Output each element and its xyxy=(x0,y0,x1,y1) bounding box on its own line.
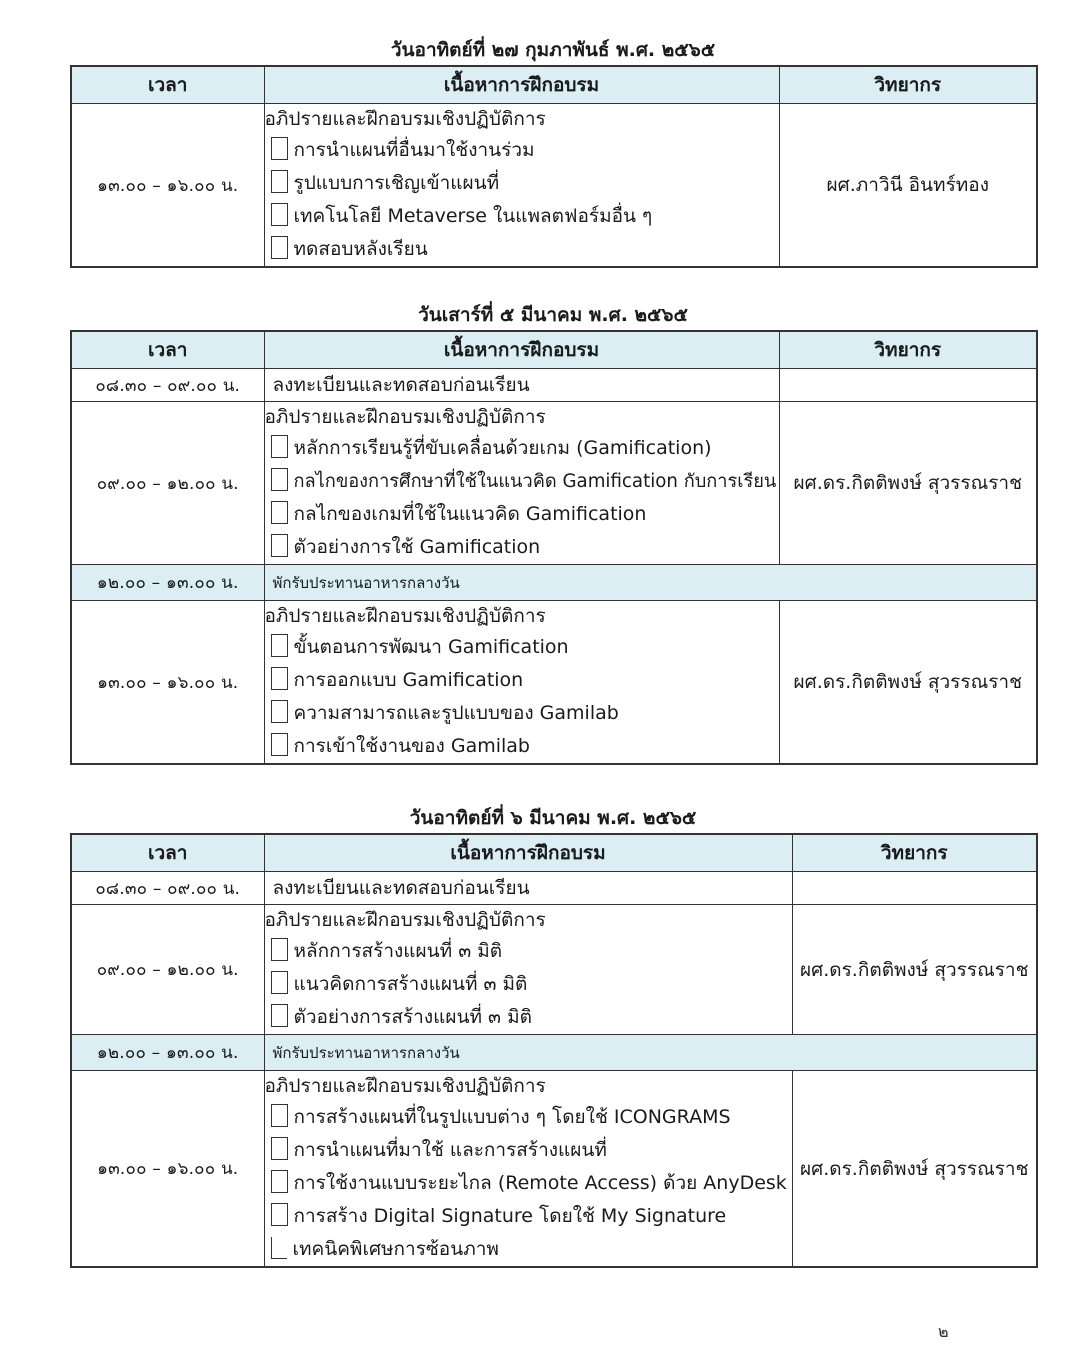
header-content: เนื้อหาการฝึกอบรม xyxy=(264,66,779,104)
session-time: ๐๘.๓๐ – ๐๙.๐๐ น. xyxy=(71,872,264,905)
list-item: แนวคิดการสร้างแผนที่ ๓ มิติ xyxy=(265,968,792,1001)
list-item: การเข้าใช้งานของ Gamilab xyxy=(265,730,779,763)
break-label: พักรับประทานอาหารกลางวัน xyxy=(264,1035,1037,1071)
list-item: การนำแผนที่มาใช้ และการสร้างแผนที่ xyxy=(265,1134,792,1167)
session-instructor: ผศ.ดร.กิตติพงษ์ สุวรรณราช xyxy=(792,905,1037,1035)
session-content xyxy=(264,905,792,1035)
session-instructor xyxy=(779,369,1037,402)
list-item: ความสามารถและรูปแบบของ Gamilab xyxy=(265,697,779,730)
session-row xyxy=(71,369,1037,402)
session-instructor: ผศ.ดร.กิตติพงษ์ สุวรรณราช xyxy=(779,402,1037,565)
checkbox-icon xyxy=(271,700,288,723)
checkbox-icon xyxy=(271,1203,288,1226)
list-item: เทคโนโลยี Metaverse ในแพลตฟอร์มอื่น ๆ xyxy=(265,200,779,233)
header-row xyxy=(71,834,1037,872)
session-time: ๑๓.๐๐ – ๑๖.๐๐ น. xyxy=(71,601,264,765)
list-item: ขั้นตอนการพัฒนา Gamification xyxy=(265,631,779,664)
session-content xyxy=(264,402,779,565)
header-instructor: วิทยากร xyxy=(792,834,1037,872)
list-item: ทดสอบหลังเรียน xyxy=(265,233,779,266)
header-content: เนื้อหาการฝึกอบรม xyxy=(264,834,792,872)
header-time: เวลา xyxy=(71,834,264,872)
schedule-table xyxy=(70,833,1038,1268)
list-item: การสร้างแผนที่ในรูปแบบต่าง ๆ โดยใช้ ICONGRAMS xyxy=(265,1101,792,1134)
session-instructor: ผศ.ดร.กิตติพงษ์ สุวรรณราช xyxy=(792,1071,1037,1268)
checkbox-icon xyxy=(271,170,288,193)
session-time: ๐๘.๓๐ – ๐๙.๐๐ น. xyxy=(71,369,264,402)
session-heading: อภิปรายและฝึกอบรมเชิงปฏิบัติการ xyxy=(264,909,546,931)
checkbox-icon xyxy=(271,236,288,259)
checkbox-icon xyxy=(271,137,288,160)
list-item: กลไกของการศึกษาที่ใช้ในแนวคิด Gamification กับการเรียน xyxy=(265,465,779,498)
list-item: กลไกของเกมที่ใช้ในแนวคิด Gamification xyxy=(265,498,779,531)
list-item: หลักการสร้างแผนที่ ๓ มิติ xyxy=(265,935,792,968)
break-row xyxy=(71,565,1037,601)
header-time: เวลา xyxy=(71,331,264,369)
day-section-3 xyxy=(70,803,1036,1268)
checkbox-icon xyxy=(271,1004,288,1027)
header-content: เนื้อหาการฝึกอบรม xyxy=(264,331,779,369)
session-time: ๑๒.๐๐ – ๑๓.๐๐ น. xyxy=(71,565,264,601)
list-item: การใช้งานแบบระยะไกล (Remote Access) ด้วย AnyDesk xyxy=(265,1167,792,1200)
day-title: วันอาทิตย์ที่ ๒๗ กุมภาพันธ์ พ.ศ. ๒๕๖๕ xyxy=(390,39,716,61)
session-content xyxy=(264,601,779,765)
session-row xyxy=(71,872,1037,905)
session-time: ๑๓.๐๐ – ๑๖.๐๐ น. xyxy=(71,104,264,268)
session-instructor: ผศ.ภาวินี อินทร์ทอง xyxy=(779,104,1037,268)
day-title: วันอาทิตย์ที่ ๖ มีนาคม พ.ศ. ๒๕๖๕ xyxy=(409,807,697,829)
session-heading: อภิปรายและฝึกอบรมเชิงปฏิบัติการ xyxy=(264,406,546,428)
session-time: ๑๒.๐๐ – ๑๓.๐๐ น. xyxy=(71,1035,264,1071)
session-row xyxy=(71,402,1037,565)
session-row xyxy=(71,104,1037,268)
checkbox-icon xyxy=(271,1137,288,1160)
session-content: ลงทะเบียนและทดสอบก่อนเรียน xyxy=(264,369,779,402)
list-item: การออกแบบ Gamification xyxy=(265,664,779,697)
day-section-2 xyxy=(70,300,1036,765)
checkbox-icon xyxy=(271,501,288,524)
break-label: พักรับประทานอาหารกลางวัน xyxy=(264,565,1037,601)
list-item: การสร้าง Digital Signature โดยใช้ My Signature xyxy=(265,1200,792,1233)
list-item: หลักการเรียนรู้ที่ขับเคลื่อนด้วยเกม (Gamification) xyxy=(265,432,779,465)
session-row xyxy=(71,905,1037,1035)
checkbox-icon xyxy=(271,435,288,458)
session-instructor: ผศ.ดร.กิตติพงษ์ สุวรรณราช xyxy=(779,601,1037,765)
day-title: วันเสาร์ที่ ๕ มีนาคม พ.ศ. ๒๕๖๕ xyxy=(418,304,688,326)
header-time: เวลา xyxy=(71,66,264,104)
checkbox-icon xyxy=(271,1170,288,1193)
checkbox-icon xyxy=(271,634,288,657)
checkbox-icon xyxy=(271,1237,287,1259)
schedule-table xyxy=(70,330,1038,765)
session-row xyxy=(71,1071,1037,1268)
header-row xyxy=(71,66,1037,104)
page-number: ๒ xyxy=(938,1322,949,1341)
header-instructor: วิทยากร xyxy=(779,331,1037,369)
list-item: รูปแบบการเชิญเข้าแผนที่ xyxy=(265,167,779,200)
checkbox-icon xyxy=(271,971,288,994)
list-item: เทคนิคพิเศษการซ้อนภาพ xyxy=(265,1233,792,1266)
session-heading: อภิปรายและฝึกอบรมเชิงปฏิบัติการ xyxy=(264,1075,546,1097)
checkbox-icon xyxy=(271,534,288,557)
list-item: การนำแผนที่อื่นมาใช้งานร่วม xyxy=(265,134,779,167)
checkbox-icon xyxy=(271,733,288,756)
session-content xyxy=(264,104,779,268)
schedule-table xyxy=(70,65,1038,268)
session-heading: อภิปรายและฝึกอบรมเชิงปฏิบัติการ xyxy=(264,605,546,627)
session-heading: อภิปรายและฝึกอบรมเชิงปฏิบัติการ xyxy=(264,108,546,130)
checkbox-icon xyxy=(271,667,288,690)
day-section-1 xyxy=(70,35,1036,268)
header-instructor: วิทยากร xyxy=(779,66,1037,104)
checkbox-icon xyxy=(271,203,288,226)
checkbox-icon xyxy=(271,1104,288,1127)
session-content: ลงทะเบียนและทดสอบก่อนเรียน xyxy=(264,872,792,905)
session-row xyxy=(71,601,1037,765)
session-time: ๐๙.๐๐ – ๑๒.๐๐ น. xyxy=(71,905,264,1035)
checkbox-icon xyxy=(271,468,288,491)
break-row xyxy=(71,1035,1037,1071)
checkbox-icon xyxy=(271,938,288,961)
session-instructor xyxy=(792,872,1037,905)
header-row xyxy=(71,331,1037,369)
session-time: ๐๙.๐๐ – ๑๒.๐๐ น. xyxy=(71,402,264,565)
list-item: ตัวอย่างการใช้ Gamification xyxy=(265,531,779,564)
list-item: ตัวอย่างการสร้างแผนที่ ๓ มิติ xyxy=(265,1001,792,1034)
session-content xyxy=(264,1071,792,1268)
session-time: ๑๓.๐๐ – ๑๖.๐๐ น. xyxy=(71,1071,264,1268)
